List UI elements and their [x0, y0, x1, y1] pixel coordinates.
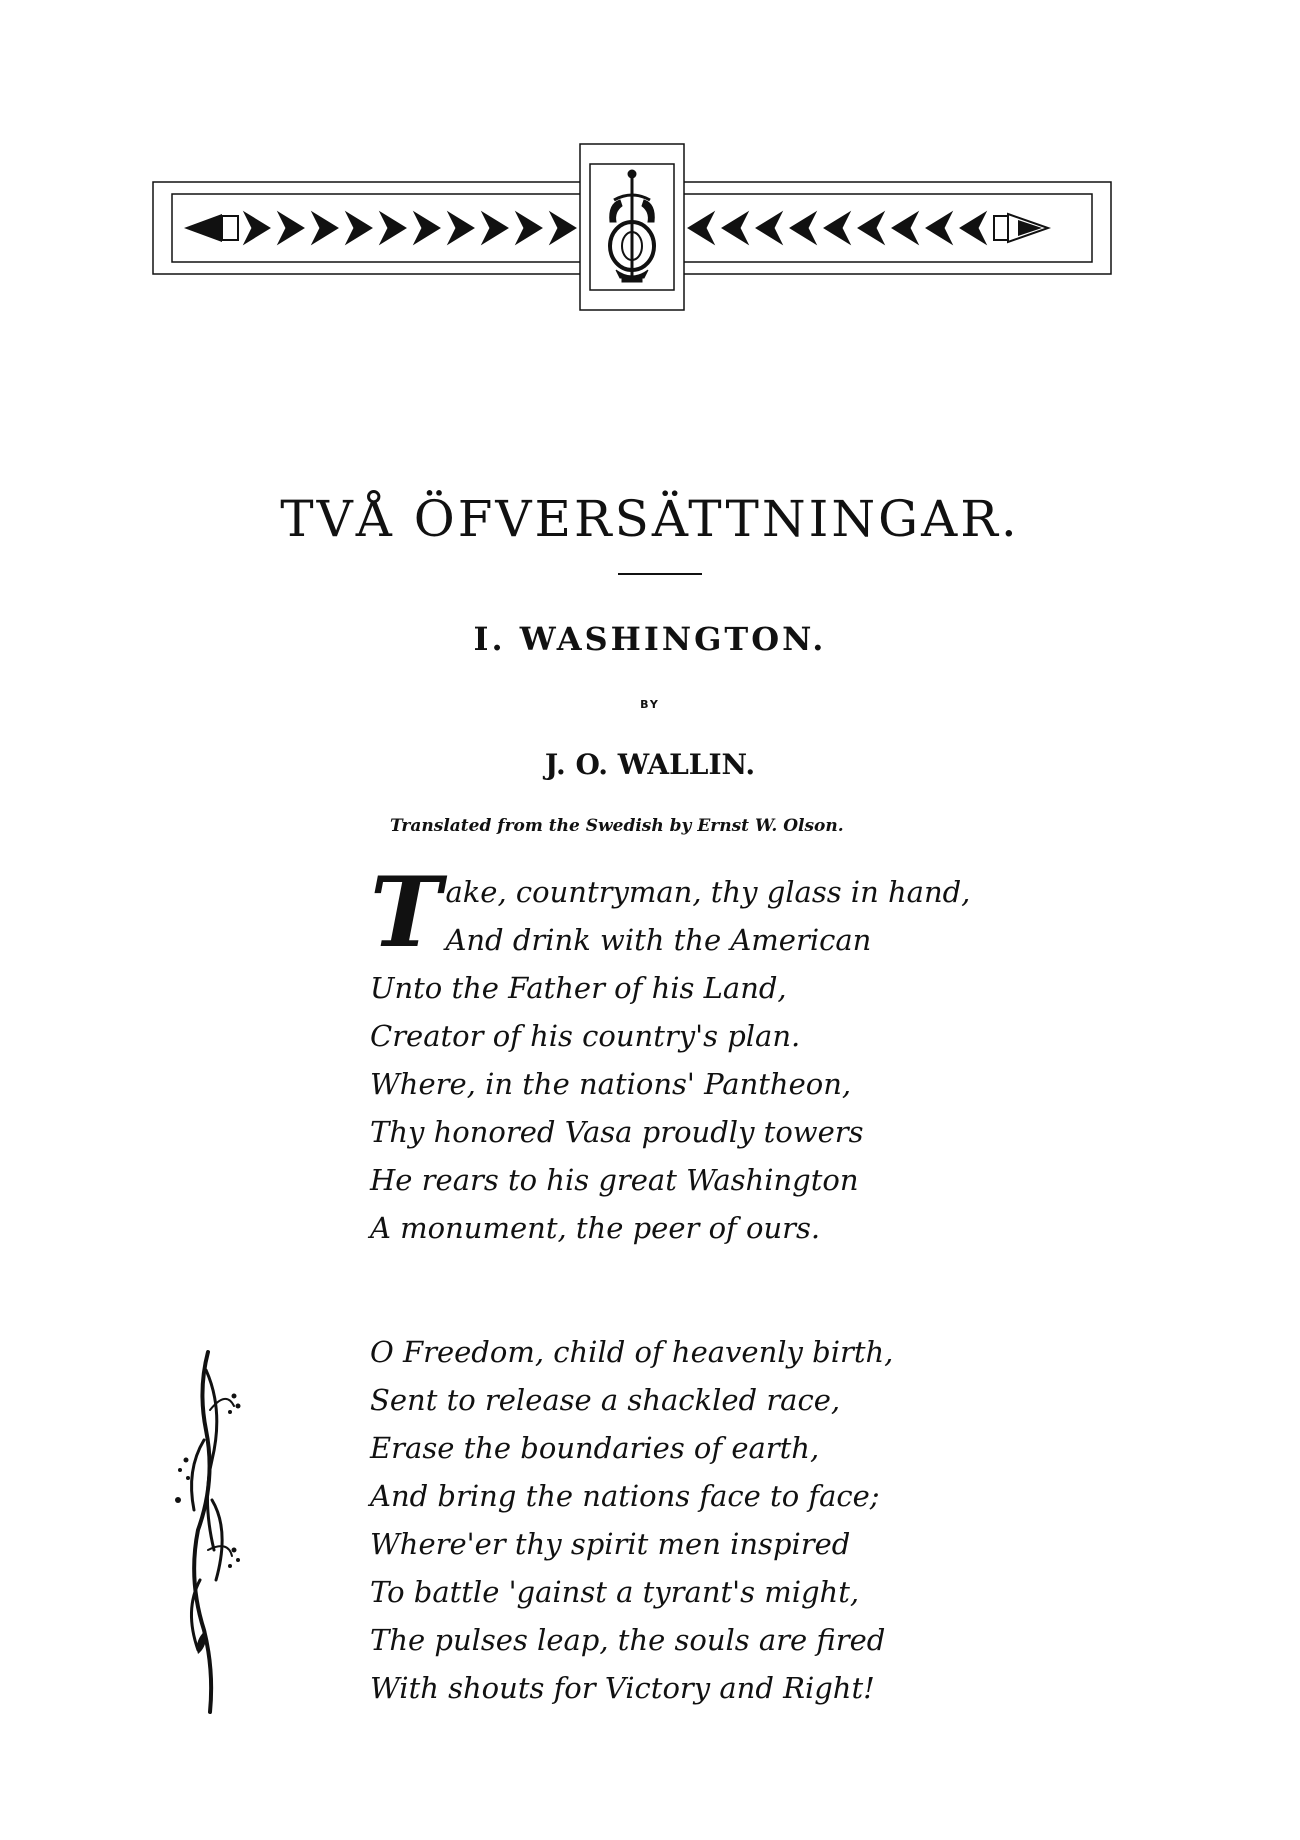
poem-line: And drink with the American [445, 923, 872, 957]
poem-line: With shouts for Victory and Right! [370, 1671, 875, 1705]
poem-line: To battle 'gainst a tyrant's might, [370, 1575, 860, 1609]
header-ornament [152, 142, 1112, 312]
stanza-1 [370, 856, 1070, 1252]
poem-line: O Freedom, child of heavenly birth, [370, 1335, 894, 1369]
side-ornament [168, 1350, 248, 1715]
poem-line: And bring the nations face to face; [370, 1479, 880, 1513]
poem-line: ake, countryman, thy glass in hand, [445, 875, 971, 909]
title-divider [618, 573, 702, 575]
lyre-ornament-icon [152, 142, 1112, 312]
floral-vine-icon [168, 1350, 248, 1715]
poem-line: Sent to release a shackled race, [370, 1383, 841, 1417]
stanza-2 [370, 1328, 1070, 1712]
author-name: J. O. WALLIN. [544, 748, 756, 781]
poem-line: Erase the boundaries of earth, [370, 1431, 820, 1465]
drop-cap: T [370, 856, 442, 969]
poem-subtitle: I. WASHINGTON. [473, 620, 827, 658]
poem-line: He rears to his great Washington [370, 1163, 859, 1197]
poem-line: Where'er thy spirit men inspired [370, 1527, 851, 1561]
poem-line: The pulses leap, the souls are fired [370, 1623, 886, 1657]
by-label: BY [640, 698, 660, 711]
poem-line: Unto the Father of his Land, [370, 971, 787, 1005]
poem-line: Where, in the nations' Pantheon, [370, 1067, 852, 1101]
translator-credit: Translated from the Swedish by Ernst W. Olson. [390, 816, 844, 836]
poem-line: Creator of his country's plan. [370, 1019, 801, 1053]
page-title: TVÅ ÖFVERSÄTTNINGAR. [280, 490, 1020, 548]
poem-line: Thy honored Vasa proudly towers [370, 1115, 864, 1149]
poem-line: A monument, the peer of ours. [370, 1211, 821, 1245]
